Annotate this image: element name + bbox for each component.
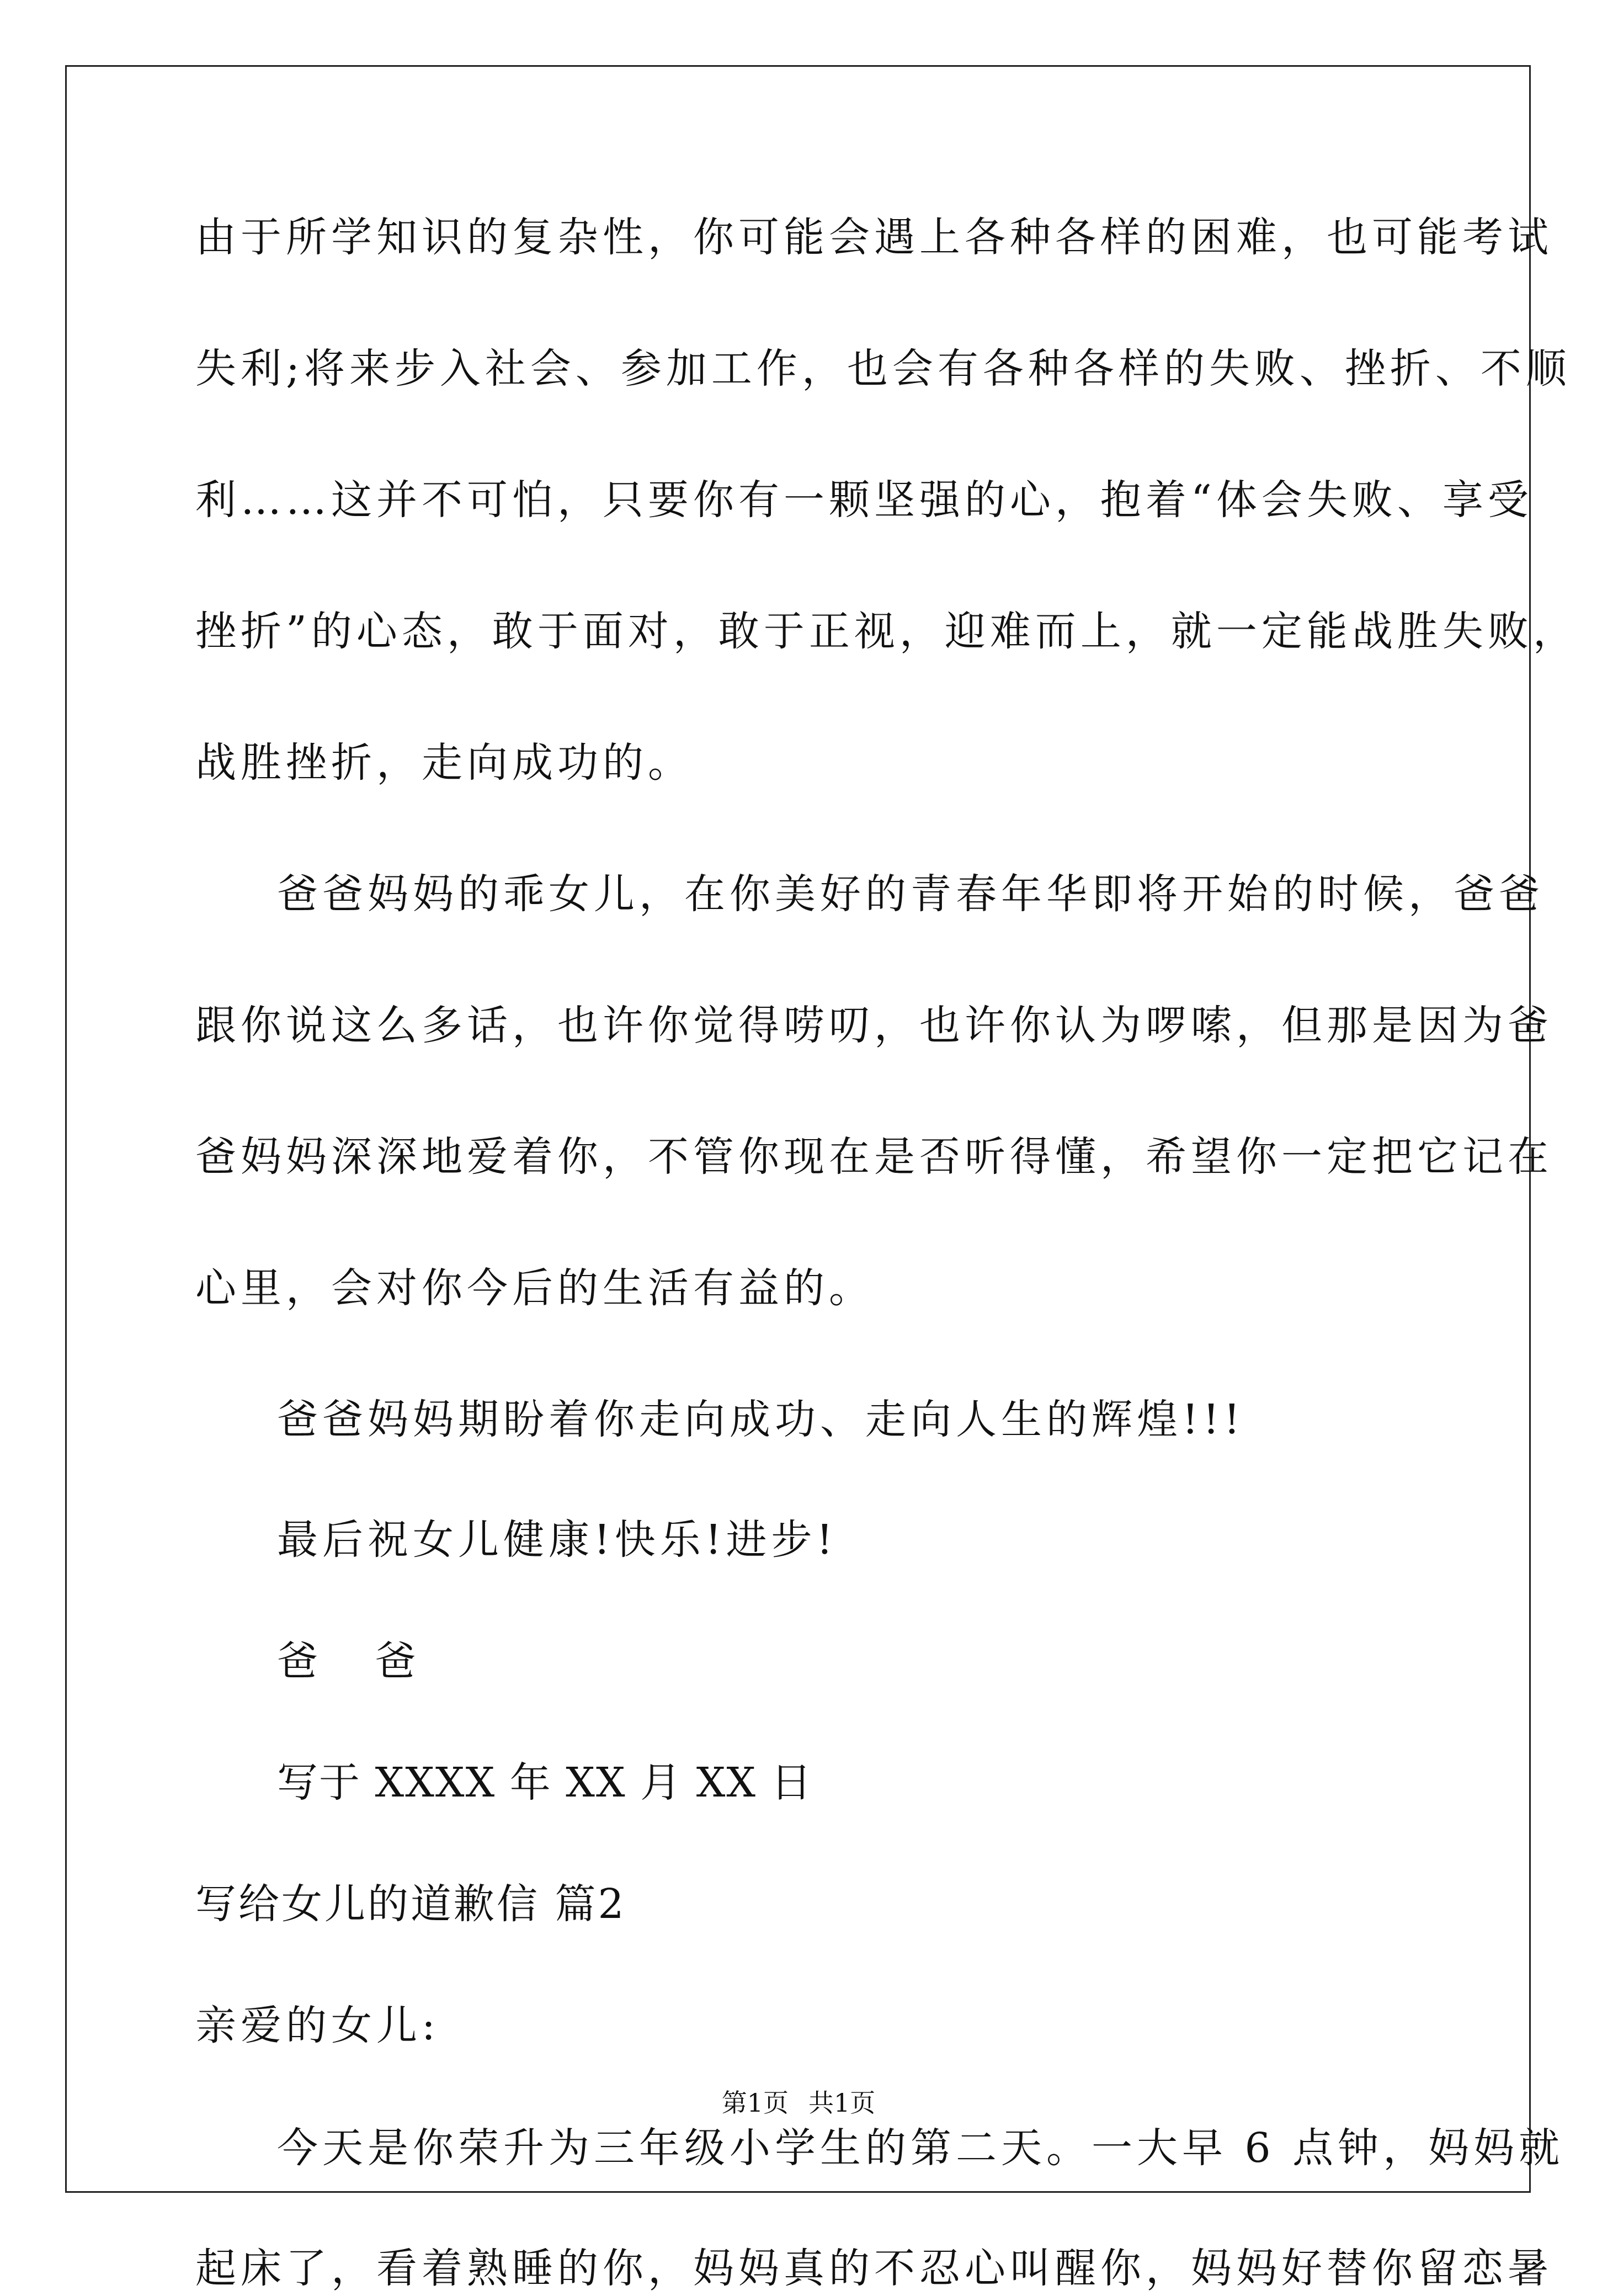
text-line: 爸妈妈深深地爱着你，不管你现在是否听得懂，希望你一定把它记在 bbox=[195, 1133, 1553, 1181]
paragraph-first-line: 爸爸妈妈的乖女儿，在你美好的青春年华即将开始的时候，爸爸 bbox=[277, 870, 1544, 918]
salutation: 亲爱的女儿: bbox=[195, 2002, 440, 2049]
paragraph-first-line: 爸爸妈妈期盼着你走向成功、走向人生的辉煌!!! bbox=[277, 1396, 1245, 1443]
closing-wish: 最后祝女儿健康!快乐!进步! bbox=[277, 1516, 838, 1564]
signature: 爸 爸 bbox=[277, 1638, 438, 1685]
text-line: 起床了，看着熟睡的你，妈妈真的不忍心叫醒你，妈妈好替你留恋暑 bbox=[195, 2245, 1553, 2292]
paragraph-first-line: 今天是你荣升为三年级小学生的第二天。一大早 6 点钟，妈妈就 bbox=[277, 2124, 1564, 2172]
text-line: 利……这并不可怕，只要你有一颗坚强的心，抱着“体会失败、享受 bbox=[195, 476, 1533, 524]
text-line: 心里，会对你今后的生活有益的。 bbox=[195, 1264, 874, 1312]
page-number: 第1页 bbox=[721, 2088, 789, 2118]
text-line: 失利;将来步入社会、参加工作，也会有各种各样的失败、挫折、不顺 bbox=[195, 345, 1571, 392]
text-line: 挫折”的心态，敢于面对，敢于正视，迎难而上，就一定能战胜失败， bbox=[195, 608, 1578, 655]
date-line: 写于 XXXX 年 XX 月 XX 日 bbox=[277, 1759, 813, 1806]
text-line: 由于所学知识的复杂性，你可能会遇上各种各样的困难，也可能考试 bbox=[195, 214, 1553, 261]
page-total: 共1页 bbox=[808, 2088, 876, 2118]
section-heading: 写给女儿的道歉信 篇2 bbox=[195, 1880, 626, 1928]
text-line: 跟你说这么多话，也许你觉得唠叨，也许你认为啰嗦，但那是因为爸 bbox=[195, 1002, 1553, 1049]
text-line: 战胜挫折，走向成功的。 bbox=[195, 739, 693, 786]
page-footer bbox=[0, 2086, 1597, 2119]
